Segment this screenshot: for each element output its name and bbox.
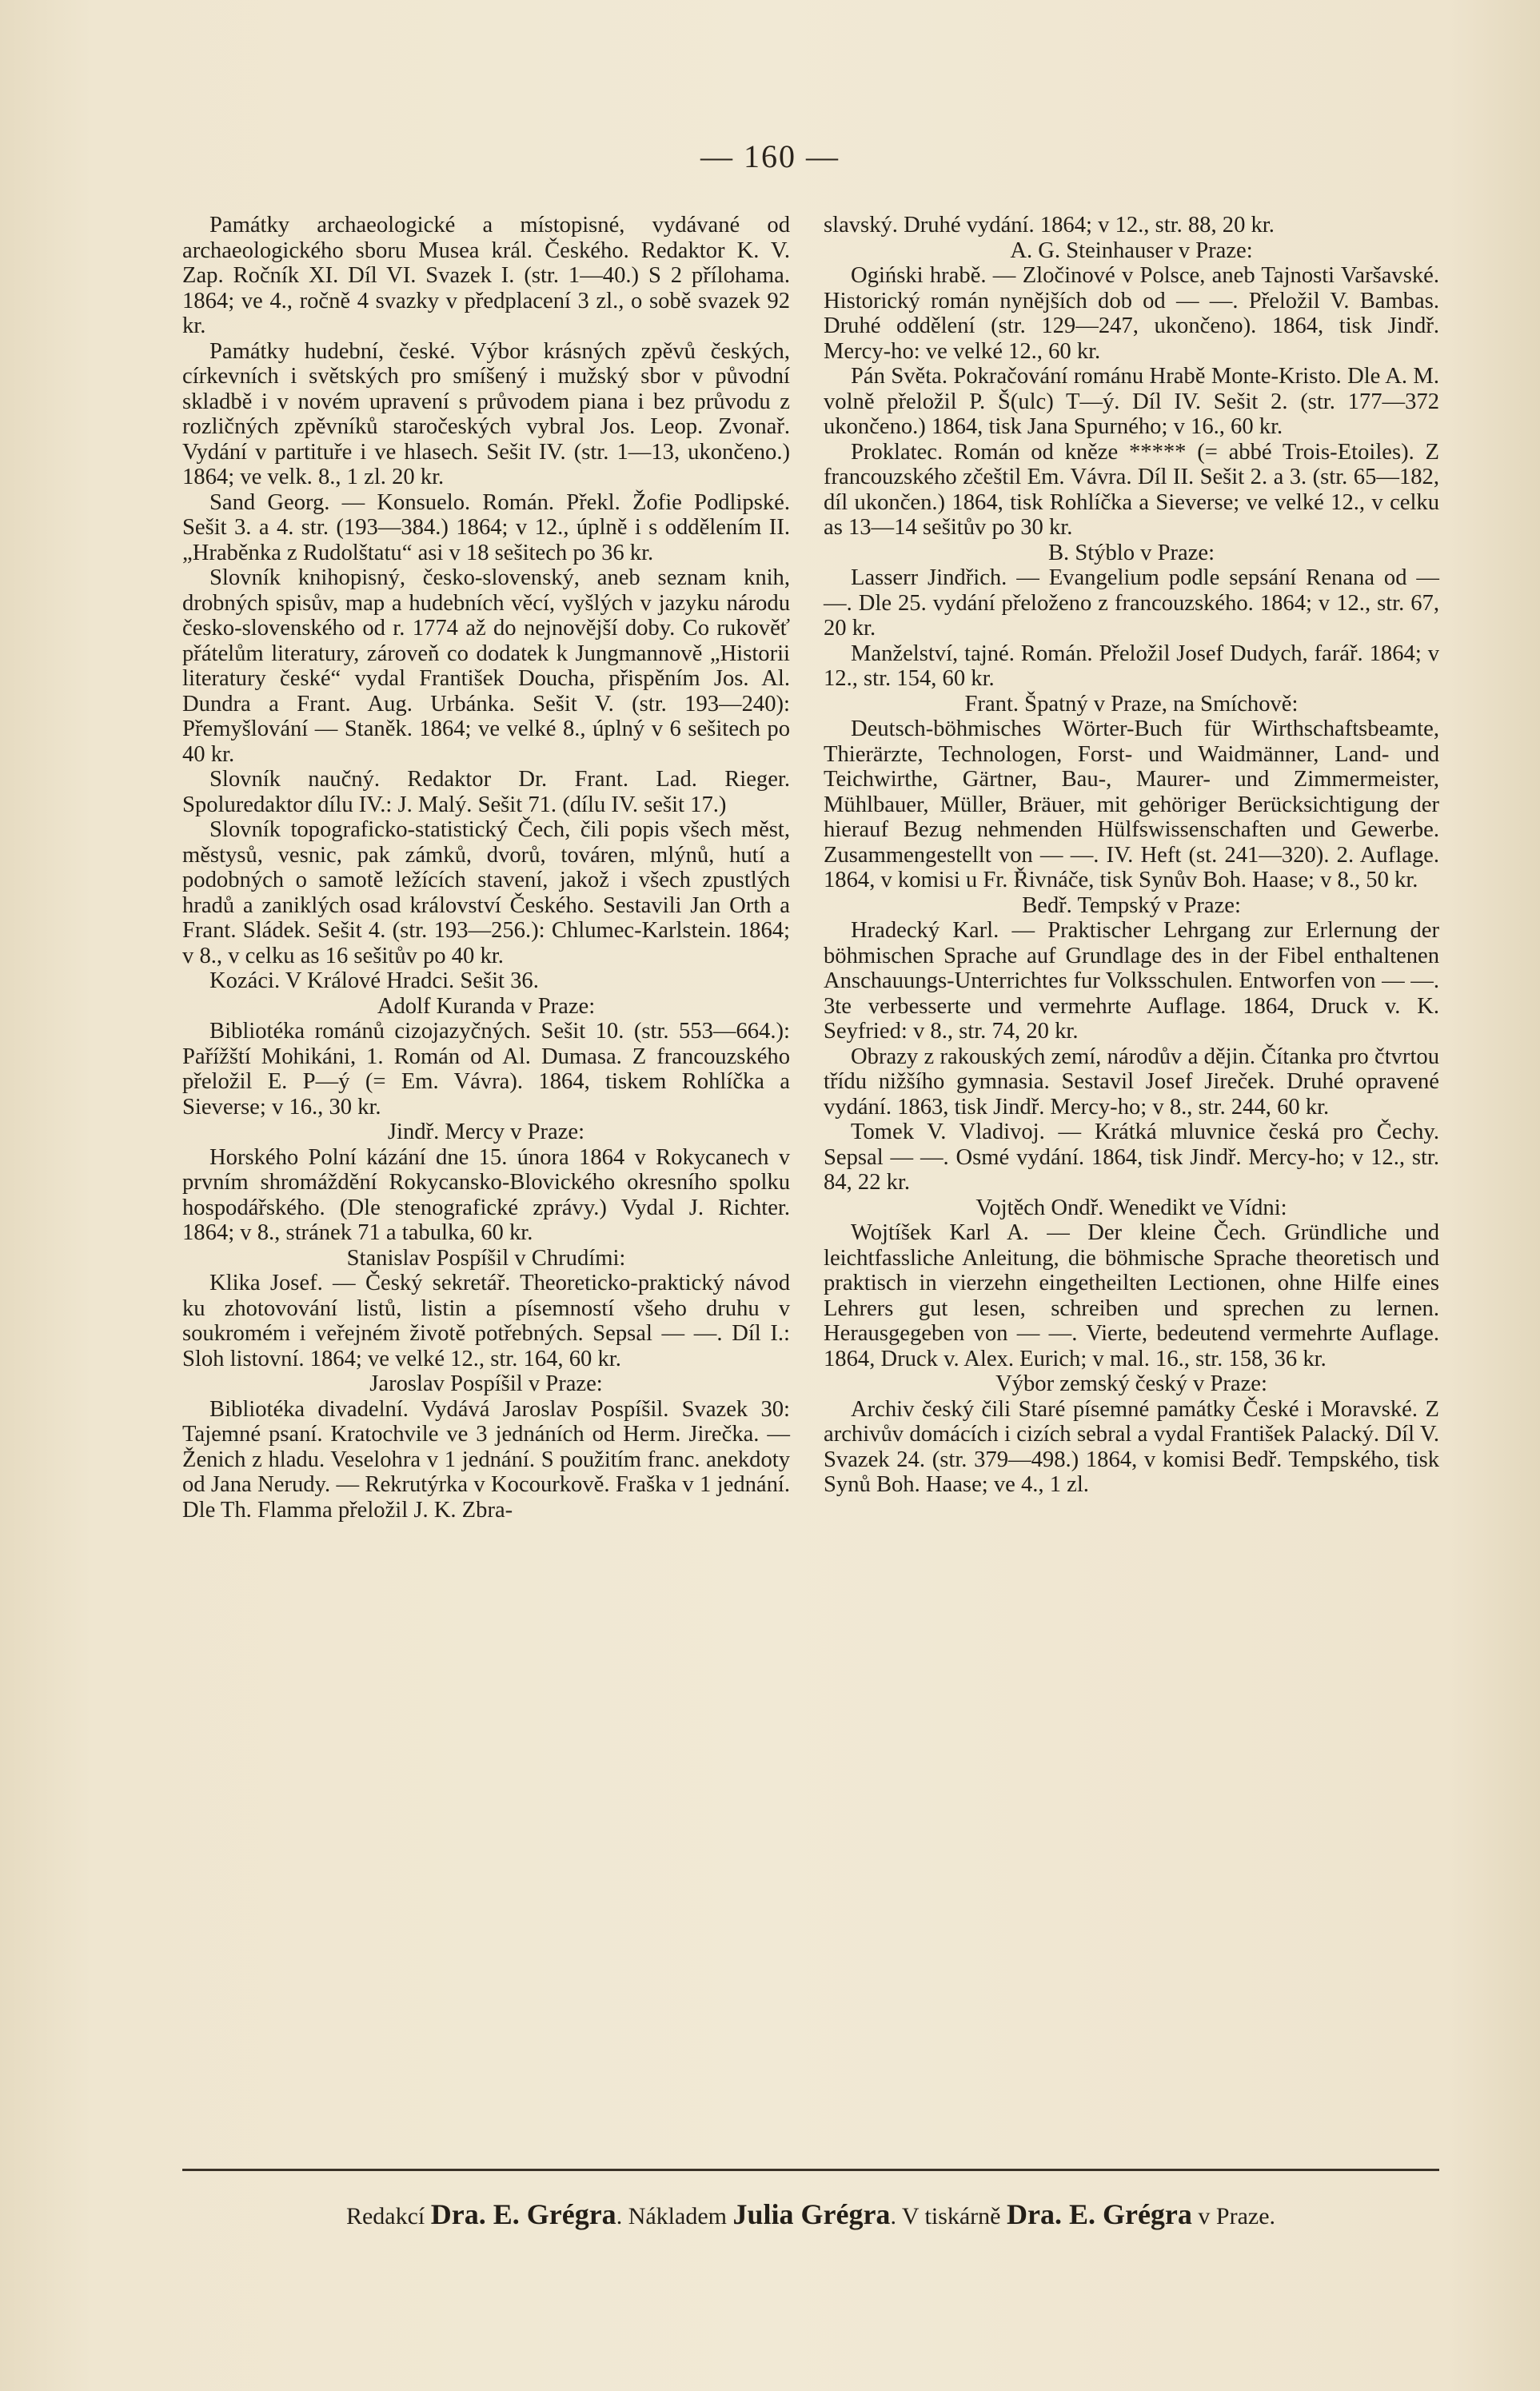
bibliography-entry: Obrazy z rakouských zemí, národův a dějin. Čítanka pro čtvrtou třídu nižšího gymnasia. Sestavil Josef Jireček. Druhé opravené vydání. 1863, tisk Jindř. Mercy-ho; v 8., str. 244, 60 kr. <box>824 1044 1439 1120</box>
publisher-heading: Frant. Špatný v Praze, na Smíchově: <box>964 691 1299 717</box>
right-column <box>824 213 1439 1498</box>
publisher-heading: Adolf Kuranda v Praze: <box>377 993 596 1019</box>
footer-divider <box>182 2169 1439 2171</box>
publisher-heading: Vojtěch Ondř. Wenedikt ve Vídni: <box>975 1195 1287 1220</box>
publisher-heading: Stanislav Pospíšil v Chrudími: <box>346 1245 626 1271</box>
imprint-text-2: . Nákladem <box>616 2203 727 2229</box>
publisher-heading: Jaroslav Pospíšil v Praze: <box>369 1371 603 1396</box>
bibliography-entry: Sand Georg. — Konsuelo. Román. Překl. Žofie Podlipské. Sešit 3. a 4. str. (193—384.) 1864; v 12., úplně i s oddělením II. „Hraběnka z Rudolštatu“ asi v 18 sešitech po 36 kr. <box>182 489 790 565</box>
bibliography-entry: Slovník naučný. Redaktor Dr. Frant. Lad. Rieger. Spoluredaktor dílu IV.: J. Malý. Sešit 71. (dílu IV. sešit 17.) <box>182 767 790 817</box>
bibliography-entry: Tomek V. Vladivoj. — Krátká mluvnice česká pro Čechy. Sepsal — —. Osmé vydání. 1864, tisk Jindř. Mercy-ho; v 12., str. 84, 22 kr. <box>824 1120 1439 1195</box>
bibliography-entry: Pán Světa. Pokračování románu Hrabě Monte-Kristo. Dle A. M. volně přeložil P. Š(ulc) T—ý. Díl IV. Sešit 2. (str. 177—372 ukončeno.) 1864, tisk Jana Spurného; v 16., 60 kr. <box>824 364 1439 439</box>
imprint-editor: Dra. E. Grégra <box>430 2198 616 2230</box>
bibliography-entry: slavský. Druhé vydání. 1864; v 12., str. 88, 20 kr. <box>824 213 1275 238</box>
bibliography-entry: Archiv český čili Staré písemné památky České i Moravské. Z archivův domácích i cizích sebral a vydal František Palacký. Díl V. Svazek 24. (str. 379—498.) 1864, v komisi Bedř. Tempského, tisk Synů Boh. Haase; ve 4., 1 zl. <box>824 1396 1439 1497</box>
page-number: — 160 — <box>700 138 840 174</box>
bibliography-entry: Kozáci. V Králové Hradci. Sešit 36. <box>209 968 539 993</box>
bibliography-entry: Horského Polní kázání dne 15. února 1864 v Rokycanech v prvním shromáždění Rokycansko-Blovického okresního spolku hospodářského. (Dle stenografické zprávy.) Vydal J. Richter. 1864; v 8., stránek 71 a tabulka, 60 kr. <box>182 1144 790 1245</box>
bibliography-entry: Wojtíšek Karl A. — Der kleine Čech. Gründliche und leichtfassliche Anleitung, die böhmische Sprache theoretisch und praktisch in vierzehn eingetheilten Lectionen, ohne Hilfe eines Lehrers gut lesen, schreiben und sprechen zu lernen. Herausgegeben von — —. Vierte, bedeutend vermehrte Auflage. 1864, Druck v. Alex. Eurich; v mal. 16., str. 158, 36 kr. <box>824 1220 1439 1371</box>
left-column <box>182 213 790 1523</box>
bibliography-entry: Bibliotéka divadelní. Vydává Jaroslav Pospíšil. Svazek 30: Tajemné psaní. Kratochvile ve 3 jednáních od Herm. Jirečka. — Ženich z hladu. Veselohra v 1 jednání. S použitím franc. anekdoty od Jana Nerudy. — Rekrutýrka v Kocourkově. Fraška v 1 jednání. Dle Th. Flamma přeložil J. K. Zbra- <box>182 1396 790 1523</box>
bibliography-entry: Hradecký Karl. — Praktischer Lehrgang zur Erlernung der böhmischen Sprache auf Grundlage des in der Fibel enthaltenen Anschauungs-Unterrichtes fur Volksschulen. Entworfen von — —. 3te verbesserte und vermehrte Auflage. 1864, Druck v. K. Seyfried: v 8., str. 74, 20 kr. <box>824 918 1439 1044</box>
publisher-heading: Jindř. Mercy v Praze: <box>387 1120 585 1144</box>
bibliography-entry: Deutsch-böhmisches Wörter-Buch für Wirthschaftsbeamte, Thierärzte, Technologen, Forst- und Waidmänner, Land- und Teichwirthe, Gärtner, Bau-, Maurer- und Zimmermeister, Mühlbauer, Müller, Bräuer, mit gehöriger Berücksichtigung der hierauf Bezug nehmenden Hülfswissenschaften und Gewerbe. Zusammengestellt von — —. IV. Heft (st. 241—320). 2. Auflage. 1864, v komisi u Fr. Řivnáče, tisk Synův Boh. Haase; v 8., 50 kr. <box>824 717 1439 892</box>
imprint-printer: Dra. E. Grégra <box>1006 2198 1192 2230</box>
imprint-text-1: Redakcí <box>345 2203 425 2229</box>
imprint-line <box>182 2197 1439 2231</box>
bibliography-entry: Ogiński hrabě. — Zločinové v Polsce, aneb Tajnosti Varšavské. Historický román nynějších dob od — —. Přeložil V. Bambas. Druhé oddělení (str. 129—247, ukončeno). 1864, tisk Jindř. Mercy-ho: ve velké 12., 60 kr. <box>824 263 1439 364</box>
imprint-text-3: . V tiskárně <box>890 2203 1001 2229</box>
bibliography-entry: Památky hudební, české. Výbor krásných zpěvů českých, církevních i světských pro smíšený i mužský sbor v původní skladbě i v novém upravení s průvodem piana i bez průvodu z rozličných zpěvníků staročeských vybral Jos. Leop. Zvonař. Vydání v partituře i ve hlasech. Sešit IV. (str. 1—13, ukončeno.) 1864; ve velk. 8., 1 zl. 20 kr. <box>182 338 790 489</box>
imprint-publisher: Julia Grégra <box>732 2198 891 2230</box>
bibliography-entry: Slovník knihopisný, česko-slovenský, aneb seznam knih, drobných spisův, map a hudebních věcí, vyšlých v jazyku národu česko-slovenského od r. 1774 až do nejnovější doby. Co rukověť přátelům literatury, zároveň co dodatek k Jungmannově „Historii literatury české“ vydal František Doucha, přispěním Jos. Al. Dundra a Frant. Aug. Urbánka. Sešit V. (str. 193—240): Přemyšlování — Staněk. 1864; ve velké 8., úplný v 6 sešitech po 40 kr. <box>182 565 790 767</box>
bibliography-entry: Bibliotéka románů cizojazyčných. Sešit 10. (str. 553—664.): Pařížští Mohikáni, 1. Román od Al. Dumasa. Z francouzského přeložil E. P—ý (= Em. Vávra). 1864, tiskem Rohlíčka a Sieverse; v 16., 30 kr. <box>182 1019 790 1120</box>
publisher-heading: B. Stýblo v Praze: <box>1047 540 1215 565</box>
publisher-heading: Bedř. Tempský v Praze: <box>1022 892 1241 918</box>
bibliography-entry: Manželství, tajné. Román. Přeložil Josef Dudych, farář. 1864; v 12., str. 154, 60 kr. <box>824 641 1439 691</box>
bibliography-entry: Klika Josef. — Český sekretář. Theoreticko-praktický návod ku zhotovování listů, listin a písemností všeho druhu v soukromém i veřejném životě potřebných. Sepsal — —. Díl I.: Sloh listovní. 1864; ve velké 12., str. 164, 60 kr. <box>182 1271 790 1371</box>
publisher-heading: Výbor zemský český v Praze: <box>995 1371 1267 1396</box>
bibliography-entry: Lasserr Jindřich. — Evangelium podle sepsání Renana od — —. Dle 25. vydání přeloženo z francouzského. 1864; v 12., str. 67, 20 kr. <box>824 565 1439 641</box>
bibliography-entry: Proklatec. Román od kněze ***** (= abbé Trois-Etoiles). Z francouzského zčeštil Em. Vávra. Díl II. Sešit 2. a 3. (str. 65—182, díl ukončen.) 1864, tisk Rohlíčka a Sieverse; ve velké 12., v celku as 13—14 sešitův po 30 kr. <box>824 439 1439 540</box>
bibliography-entry: Slovník topograficko-statistický Čech, čili popis všech měst, městysů, vesnic, pak zámků, dvorů, továren, mlýnů, hutí a podobných o samotě ležících stavení, jakož i všech zpustlých hradů a zaniklých osad království Českého. Sestavili Jan Orth a Frant. Sládek. Sešit 4. (str. 193—256.): Chlumec-Karlstein. 1864; v 8., v celku as 16 sešitův po 40 kr. <box>182 817 790 968</box>
publisher-heading: A. G. Steinhauser v Praze: <box>1010 238 1253 263</box>
imprint-text-4: v Praze. <box>1198 2203 1276 2229</box>
bibliography-entry: Památky archaeologické a místopisné, vydávané od archaeologického sboru Musea král. Českého. Redaktor K. V. Zap. Ročník XI. Díl VI. Svazek I. (str. 1—40.) S 2 přílohama. 1864; ve 4., ročně 4 svazky v předplacení 3 zl., o sobě svazek 92 kr. <box>182 213 790 338</box>
